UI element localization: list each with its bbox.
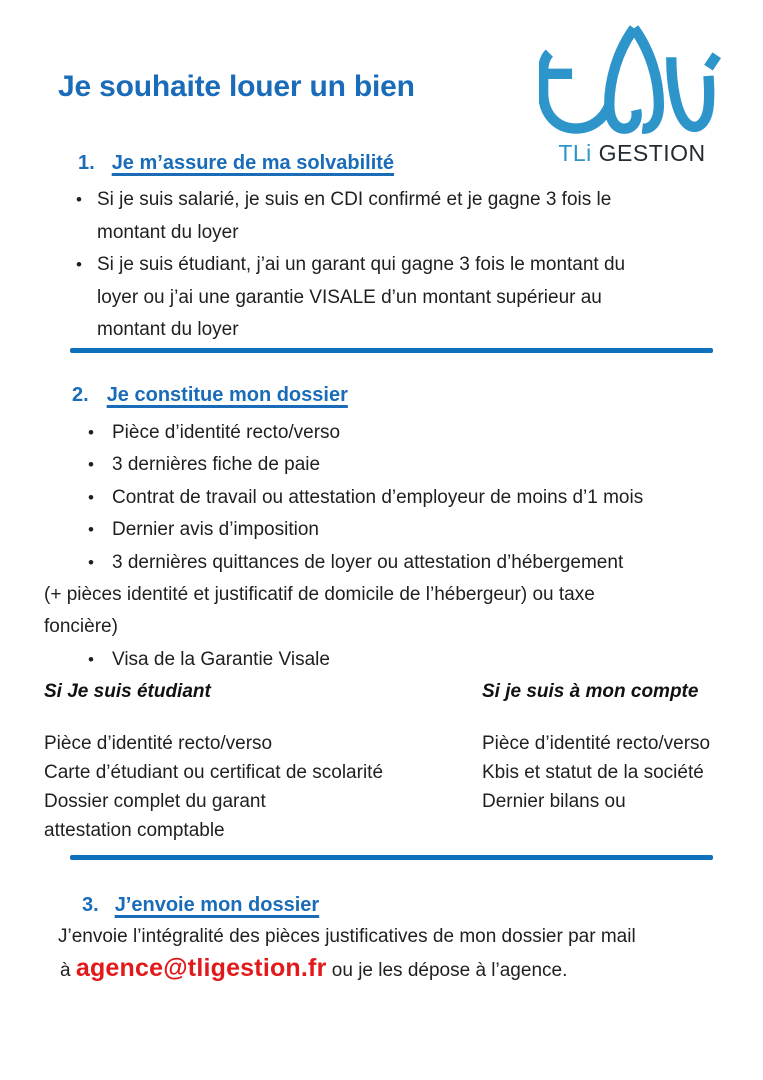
- section-2-title: Je constitue mon dossier: [106, 384, 348, 406]
- self-employed-line: Kbis et statut de la société: [482, 762, 704, 783]
- self-employed-column-lines: [482, 729, 710, 816]
- bullet-marker: •: [76, 255, 82, 274]
- section-1-heading: [78, 152, 394, 175]
- solvency-bullet-item: [76, 249, 664, 347]
- tli-logo-icon: [539, 22, 725, 138]
- student-column-lines: [44, 729, 383, 845]
- student-line: Pièce d’identité recto/verso: [44, 733, 273, 754]
- send-line2-suffix: ou je les dépose à l’agence.: [326, 960, 568, 981]
- logo-text-tli: TLi: [558, 140, 592, 166]
- bullet-marker: •: [88, 649, 94, 669]
- dossier-item-text: Pièce d’identité recto/verso: [112, 422, 341, 443]
- self-employed-line: Pièce d’identité recto/verso: [482, 733, 711, 754]
- section-3-heading: [82, 894, 319, 917]
- dossier-item: [88, 449, 643, 481]
- dossier-item: [88, 482, 643, 514]
- student-column: [44, 681, 383, 845]
- student-line: Carte d’étudiant ou certificat de scolarité: [44, 762, 384, 783]
- dossier-item-continuation: [44, 579, 643, 611]
- agency-email: agence@tligestion.fr: [75, 954, 327, 982]
- section-3-title: J’envoie mon dossier: [114, 894, 320, 916]
- bullet-marker: •: [88, 487, 94, 507]
- dossier-item-list: [44, 417, 644, 676]
- section-1-number: 1.: [78, 152, 95, 174]
- solvency-bullet-text: Si je suis salarié, je suis en CDI confirmé et je gagne 3 fois le montant du loyer: [97, 189, 612, 243]
- page-title: Je souhaite louer un bien: [58, 70, 415, 103]
- dossier-item-text: (+ pièces identité et justificatif de domicile de l’hébergeur) ou taxe: [44, 584, 595, 606]
- student-column-heading: Si Je suis étudiant: [44, 681, 211, 702]
- dossier-item: [88, 547, 643, 579]
- solvency-bullet-text: Si je suis étudiant, j’ai un garant qui gagne 3 fois le montant du loyer ou j’ai une garantie VISALE d’un montant supérieur au montant du loyer: [97, 254, 626, 340]
- section-1-title: Je m’assure de ma solvabilité: [111, 152, 395, 174]
- bullet-marker: •: [88, 552, 94, 572]
- logo-text-gestion: GESTION: [598, 140, 706, 166]
- section-divider: [70, 855, 713, 860]
- self-employed-line: Dernier bilans ou: [482, 791, 626, 812]
- section-divider: [70, 348, 713, 353]
- student-line: Dossier complet du garant: [44, 791, 266, 812]
- dossier-item: [88, 417, 643, 449]
- dossier-item-text: 3 dernières quittances de loyer ou attestation d’hébergement: [112, 551, 624, 573]
- bullet-marker: •: [88, 455, 94, 475]
- dossier-item: [88, 644, 643, 676]
- dossier-item: [88, 514, 643, 546]
- dossier-item-text: Contrat de travail ou attestation d’employeur de moins d’1 mois: [112, 486, 644, 508]
- send-instructions-line1: J’envoie l’intégralité des pièces justificatives de mon dossier par mail: [58, 926, 636, 947]
- tli-gestion-logo: [533, 14, 731, 167]
- dossier-item-text: Visa de la Garantie Visale: [112, 648, 330, 670]
- logo-wordmark: [533, 140, 731, 167]
- solvency-bullet-list: [76, 184, 676, 347]
- send-instructions-line2: [60, 954, 567, 983]
- section-3-number: 3.: [82, 894, 99, 916]
- solvency-bullet-item: [76, 184, 664, 249]
- self-employed-column-heading: Si je suis à mon compte: [482, 681, 699, 702]
- self-employed-column: [482, 681, 710, 816]
- bullet-marker: •: [88, 520, 94, 540]
- dossier-item-text: foncière): [44, 616, 118, 638]
- student-line: attestation comptable: [44, 820, 225, 841]
- dossier-item-continuation: [44, 611, 643, 643]
- bullet-marker: •: [76, 190, 82, 209]
- dossier-item-text: Dernier avis d’imposition: [112, 519, 319, 541]
- send-line2-prefix: à: [60, 960, 76, 981]
- section-2-number: 2.: [72, 384, 89, 406]
- section-2-heading: [72, 384, 348, 407]
- dossier-item-text: 3 dernières fiche de paie: [112, 454, 321, 476]
- bullet-marker: •: [88, 423, 94, 442]
